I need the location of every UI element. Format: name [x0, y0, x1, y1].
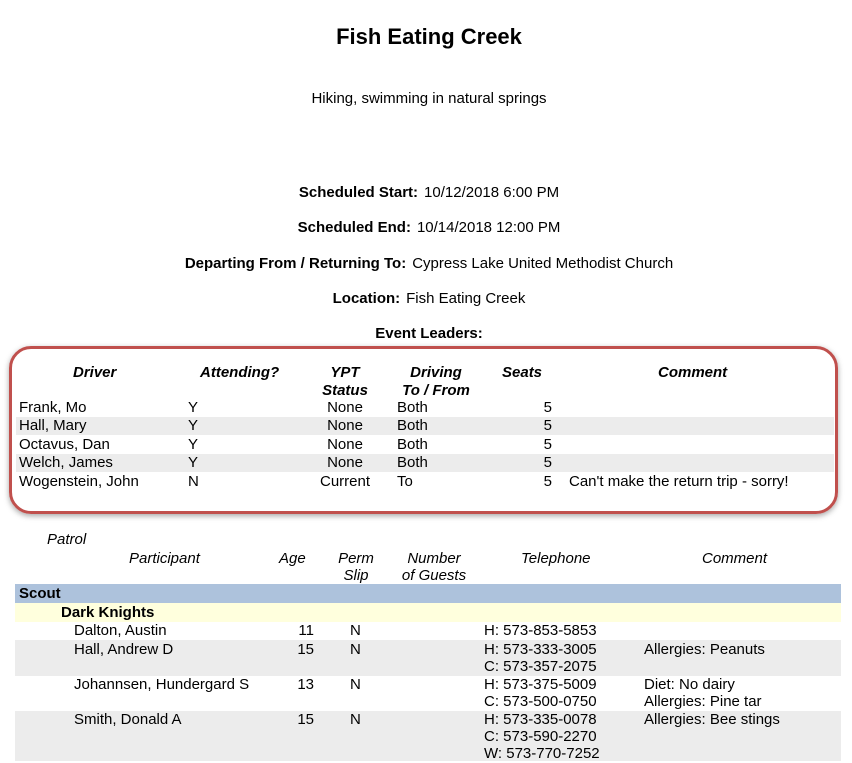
scheduled-start-label: Scheduled Start:	[298, 184, 419, 201]
participant-phone: C: 573-590-2270	[484, 728, 597, 745]
group-label: Scout	[19, 585, 61, 602]
participant-phone: C: 573-500-0750	[484, 693, 597, 710]
guests-header-line1: Number	[407, 550, 461, 567]
participant-age: 13	[297, 676, 314, 693]
participant-comment: Allergies: Pine tar	[644, 693, 762, 710]
group-band	[15, 584, 841, 603]
ypt-header-line2: Status	[322, 382, 368, 399]
participant-header: Participant	[129, 550, 200, 567]
comment-header: Comment	[658, 364, 728, 381]
driver-attending: Y	[188, 417, 199, 434]
event-title: Fish Eating Creek	[336, 24, 522, 49]
scheduled-end-value: 10/14/2018 12:00 PM	[416, 219, 561, 236]
departing-from-value: Cypress Lake United Methodist Church	[412, 255, 674, 272]
participant-phone: H: 573-333-3005	[484, 641, 597, 658]
participant-perm-slip: N	[350, 676, 361, 693]
participant-name: Smith, Donald A	[74, 711, 182, 728]
scheduled-start-value: 10/12/2018 6:00 PM	[424, 184, 560, 201]
location-label: Location:	[332, 290, 401, 307]
driver-ypt: None	[327, 417, 363, 434]
guests-header-line2: of Guests	[401, 567, 467, 584]
telephone-header: Telephone	[521, 550, 591, 567]
driver-name: Frank, Mo	[19, 399, 87, 416]
driver-attending: N	[188, 473, 199, 490]
participant-age: 15	[297, 711, 314, 728]
scheduled-end	[0, 219, 852, 236]
patrol-name: Dark Knights	[61, 604, 155, 621]
location	[0, 290, 852, 307]
driver-header: Driver	[73, 364, 117, 381]
departing-from-label: Departing From / Returning To:	[184, 255, 407, 272]
driver-comment: Can't make the return trip - sorry!	[569, 473, 789, 490]
seats-header: Seats	[502, 364, 543, 381]
driver-driving: To	[397, 473, 413, 490]
driver-name: Wogenstein, John	[19, 473, 139, 490]
participant-perm-slip: N	[350, 711, 361, 728]
event-leaders-label: Event Leaders:	[375, 325, 483, 342]
participant-comment: Allergies: Peanuts	[644, 641, 765, 658]
participant-phone: H: 573-853-5853	[484, 622, 597, 639]
driver-seats: 5	[543, 436, 552, 453]
location-value: Fish Eating Creek	[406, 290, 526, 307]
scheduled-start	[0, 184, 852, 201]
driving-header-line2: To / From	[402, 382, 470, 399]
departing-from	[0, 255, 852, 272]
driver-attending: Y	[188, 454, 199, 471]
driver-seats: 5	[543, 399, 552, 416]
driver-name: Octavus, Dan	[19, 436, 110, 453]
ypt-header-line1: YPT	[330, 364, 360, 381]
perm-slip-header-line2: Slip	[343, 567, 369, 584]
driver-driving: Both	[397, 436, 428, 453]
driving-header-line1: Driving	[410, 364, 462, 381]
driver-seats: 5	[543, 417, 552, 434]
participant-phone: W: 573-770-7252	[484, 745, 600, 762]
participant-phone: H: 573-375-5009	[484, 676, 597, 693]
perm-slip-header-line1: Perm	[338, 550, 374, 567]
driver-seats: 5	[543, 454, 552, 471]
driver-attending: Y	[188, 399, 199, 416]
participant-phone: C: 573-357-2075	[484, 658, 597, 675]
driver-name: Hall, Mary	[19, 417, 87, 434]
event-description: Hiking, swimming in natural springs	[311, 90, 547, 107]
event-leaders-heading	[0, 325, 852, 342]
driver-ypt: Current	[319, 473, 371, 490]
scheduled-end-label: Scheduled End:	[297, 219, 411, 236]
driver-driving: Both	[397, 454, 428, 471]
participant-comment: Allergies: Bee stings	[644, 711, 780, 728]
driver-driving: Both	[397, 417, 428, 434]
patrol-header: Patrol	[47, 531, 87, 548]
driver-name: Welch, James	[19, 454, 113, 471]
participant-phone: H: 573-335-0078	[484, 711, 597, 728]
driver-attending: Y	[188, 436, 199, 453]
driver-seats: 5	[543, 473, 552, 490]
participant-name: Dalton, Austin	[74, 622, 167, 639]
age-header: Age	[279, 550, 306, 567]
participant-comment: Diet: No dairy	[644, 676, 735, 693]
participant-perm-slip: N	[350, 622, 361, 639]
driver-driving: Both	[397, 399, 428, 416]
driver-ypt: None	[327, 454, 363, 471]
attending-header: Attending?	[200, 364, 280, 381]
participant-age: 15	[297, 641, 314, 658]
participant-perm-slip: N	[350, 641, 361, 658]
driver-ypt: None	[327, 399, 363, 416]
participant-age: 11	[298, 622, 314, 639]
participant-name: Johannsen, Hundergard S	[74, 676, 250, 693]
participant-comment-header: Comment	[702, 550, 768, 567]
driver-ypt: None	[327, 436, 363, 453]
participant-name: Hall, Andrew D	[74, 641, 174, 658]
